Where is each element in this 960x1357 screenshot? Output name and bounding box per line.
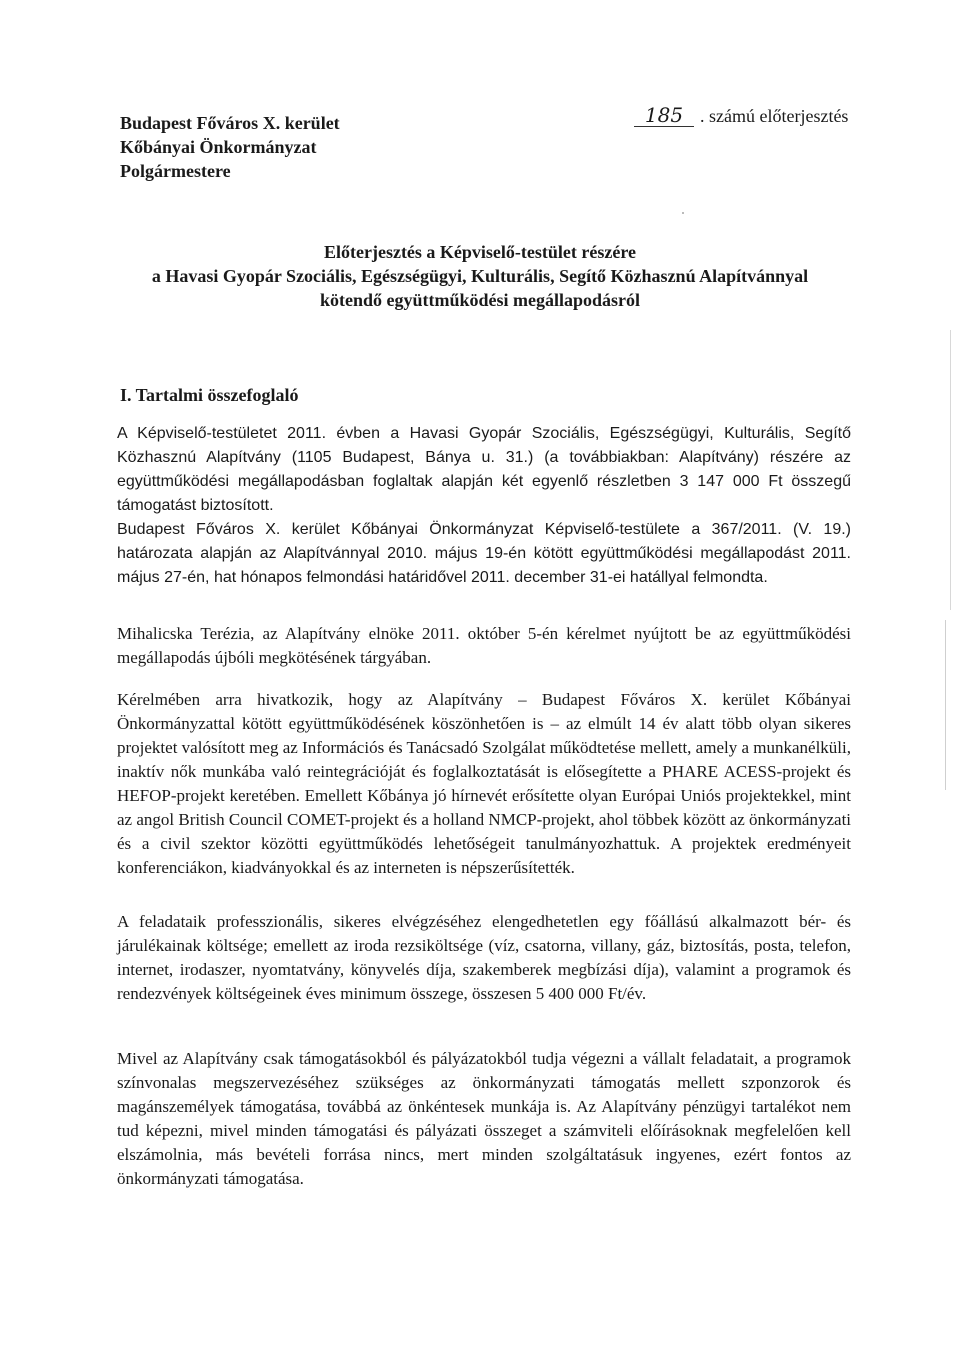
title-line-2: a Havasi Gyopár Szociális, Egészségügyi, Kulturális, Segítő Közhasznú Alapítvánnyal [151,266,809,286]
section-heading: I. Tartalmi összefoglaló [120,385,299,405]
paragraph-costs [117,910,851,1006]
paragraph-request [117,622,851,670]
paragraph-projects-text: Kérelmében arra hivatkozik, hogy az Alapítvány – Budapest Főváros X. kerület Kőbányai Önkormányzattal kötött együttműködésének köszönhetően is – az elmúlt 14 év alatt több olyan sikeres projektet valósított meg az Információs és Tanácsadó Szolgálat működtetése mellett, amely a munkanélküli, inaktív nők munkába való reintegrációját és foglalkoztatását is elősegítette a PHARE ACESS-projekt és HEFOP-projekt keretében. Emellett Kőbánya jó hírnevét erősítette olyan Európai Uniós projektekkel, mint az angol British Council COMET-projekt és a holland NMCP-projekt, ahol többek között az önkormányzati és a civil szektor közötti együttműködés lehetőségeit tanulmányozhattuk. A projektek eredményeit konferenciákon, kiadványokkal és az interneten is népszerűsítették. [117,690,852,877]
issuer-line-3: Polgármestere [120,161,231,181]
issuer-block [120,111,340,183]
scan-edge-line [950,330,951,610]
paragraph-summary-b: Budapest Főváros X. kerület Kőbányai Önkormányzat Képviselő-testülete a 367/2011. (V. 19.) határozata alapján az Alapítvánnyal 2010. május 19-én kötött együttműködési megállapodást 2011. május 27-én, hat hónapos felmondási határidővel 2011. december 31-ei hatállyal felmondta. [117,521,851,586]
paragraph-request-text: Mihalicska Terézia, az Alapítvány elnöke 2011. október 5-én kérelmet nyújtott be az együttműködési megállapodás újbóli megkötésének tárgyában. [117,624,851,667]
paragraph-funding [117,1047,851,1191]
document-number-label: . számú előterjesztés [700,106,849,126]
title-line-3: kötendő együttműködési megállapodásról [319,290,641,310]
handwritten-number: 185 [634,104,694,127]
paragraph-costs-text: A feladataik professzionális, sikeres elvégzéséhez elengedhetetlen egy főállású alkalmazott bér- és járulékainak költsége; emellett az iroda rezsiköltsége (víz, csatorna, villany, gáz, biztosítás, posta, telefon, internet, irodaszer, nyomtatvány, könyvelés díja, szakemberek megbízási díja), valamint a programok és rendezvények költségeinek éves minimum összege, összesen 5 400 000 Ft/év. [117,912,851,1003]
issuer-line-2: Kőbányai Önkormányzat [120,137,317,157]
document-title [0,240,960,312]
scan-edge-line-2 [945,620,946,790]
title-line-1: Előterjesztés a Képviselő-testület részére [323,242,637,262]
paragraph-funding-text: Mivel az Alapítvány csak támogatásokból és pályázatokból tudja végezni a vállalt feladatait, a programok színvonalas megszervezéséhez szükséges az önkormányzati támogatás mellett szponzorok és magánszemélyek támogatása, továbbá az önkéntesek munkája is. Az Alapítvány pénzügyi tartalékot nem tud képezni, mivel minden támogatási és pályázati összeget a számviteli előírásoknak megfelelően kell elszámolnia, más bevételi forrása nincs, mert minden szolgáltatásuk ingyenes, ezért fontos az önkormányzati támogatása. [117,1049,851,1188]
paragraph-summary-a: A Képviselő-testületet 2011. évben a Havasi Gyopár Szociális, Egészségügyi, Kulturális, Segítő Közhasznú Alapítvány (1105 Budapest, Bánya u. 31.) (a továbbiakban: Alapítvány) részére az együttműködési megállapodásban foglaltak alapján két egyenlő részletben 3 147 000 Ft összegű támogatást biztosított. [117,425,851,514]
paragraph-projects [117,688,851,880]
issuer-line-1: Budapest Főváros X. kerület [120,113,340,133]
scan-speck [682,212,684,214]
document-number [634,104,848,128]
paragraph-summary [117,422,851,590]
